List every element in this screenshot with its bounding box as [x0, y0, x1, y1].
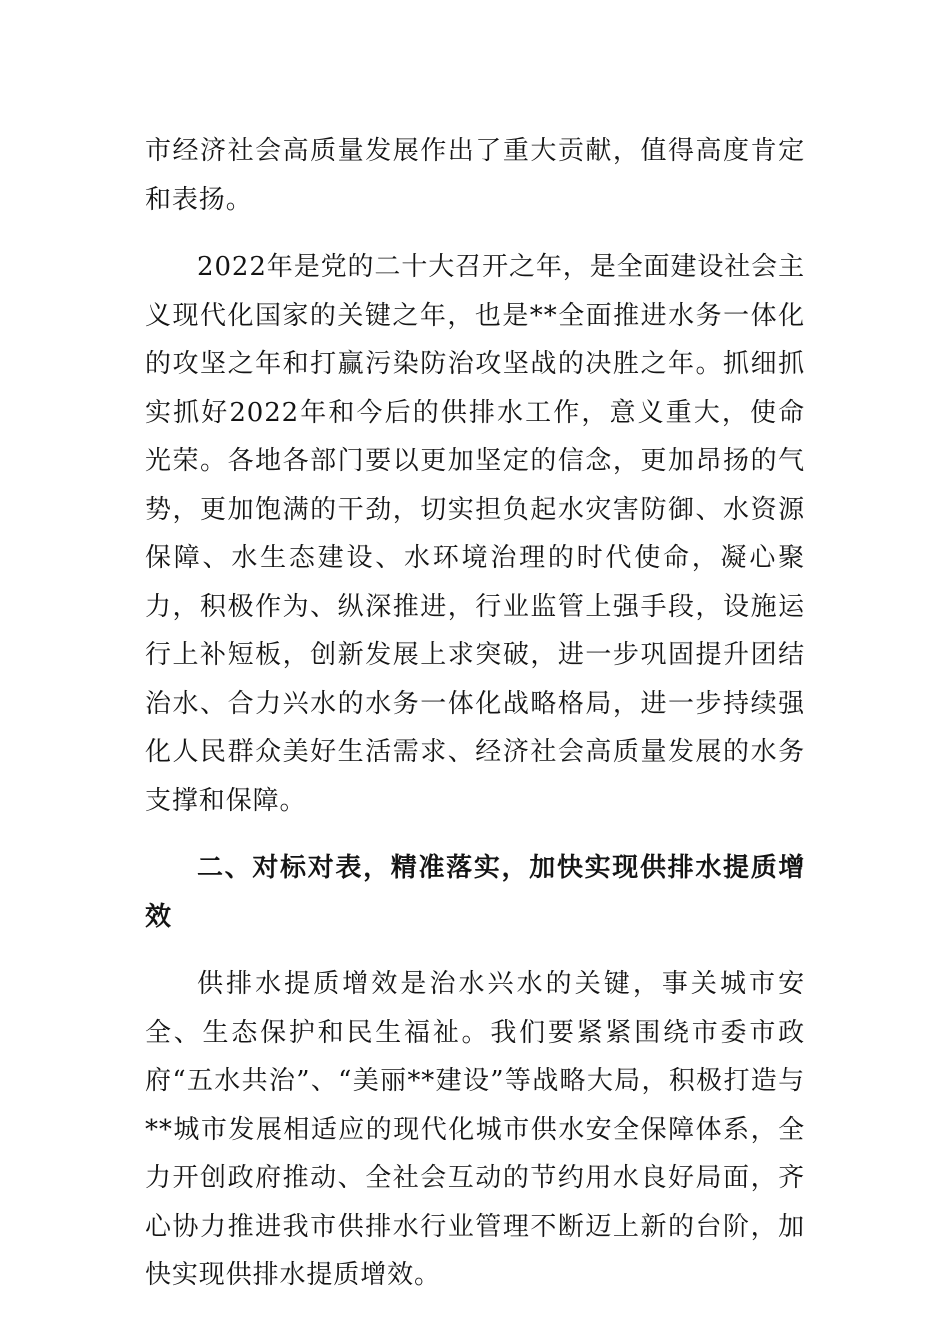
paragraph-spacer [145, 941, 805, 960]
section-paragraph: 供排水提质增效是治水兴水的关键，事关城市安全、生态保护和民生福祉。我们要紧紧围绕市委市政府“五水共治”、“美丽**建设”等战略大局，积极打造与**城市发展相适应的现代化城市供水安全保障体系，全力开创政府推动、全社会互动的节约用水良好局面，齐心协力推进我市供排水行业管理不断迈上新的台阶，加快实现供排水提质增效。 [145, 969, 805, 1290]
document-body [145, 127, 805, 1300]
paragraph-spacer [145, 825, 805, 844]
paragraph-spacer [145, 224, 805, 243]
section-heading: 二、对标对表，精准落实，加快实现供排水提质增效 [145, 853, 805, 932]
paragraph-2022: 2022年是党的二十大召开之年，是全面建设社会主义现代化国家的关键之年，也是**全面推进水务一体化的攻坚之年和打赢污染防治攻坚战的决胜之年。抓细抓实抓好2022年和今后的供排水工作，意义重大，使命光荣。各地各部门要以更加坚定的信念，更加昂扬的气势，更加饱满的干劲，切实担负起水灾害防御、水资源保障、水生态建设、水环境治理的时代使命，凝心聚力，积极作为、纵深推进，行业监管上强手段，设施运行上补短板，创新发展上求突破，进一步巩固提升团结治水、合力兴水的水务一体化战略格局，进一步持续强化人民群众美好生活需求、经济社会高质量发展的水务支撑和保障。 [145, 252, 805, 816]
paragraph-continued: 市经济社会高质量发展作出了重大贡献，值得高度肯定和表扬。 [145, 136, 805, 215]
